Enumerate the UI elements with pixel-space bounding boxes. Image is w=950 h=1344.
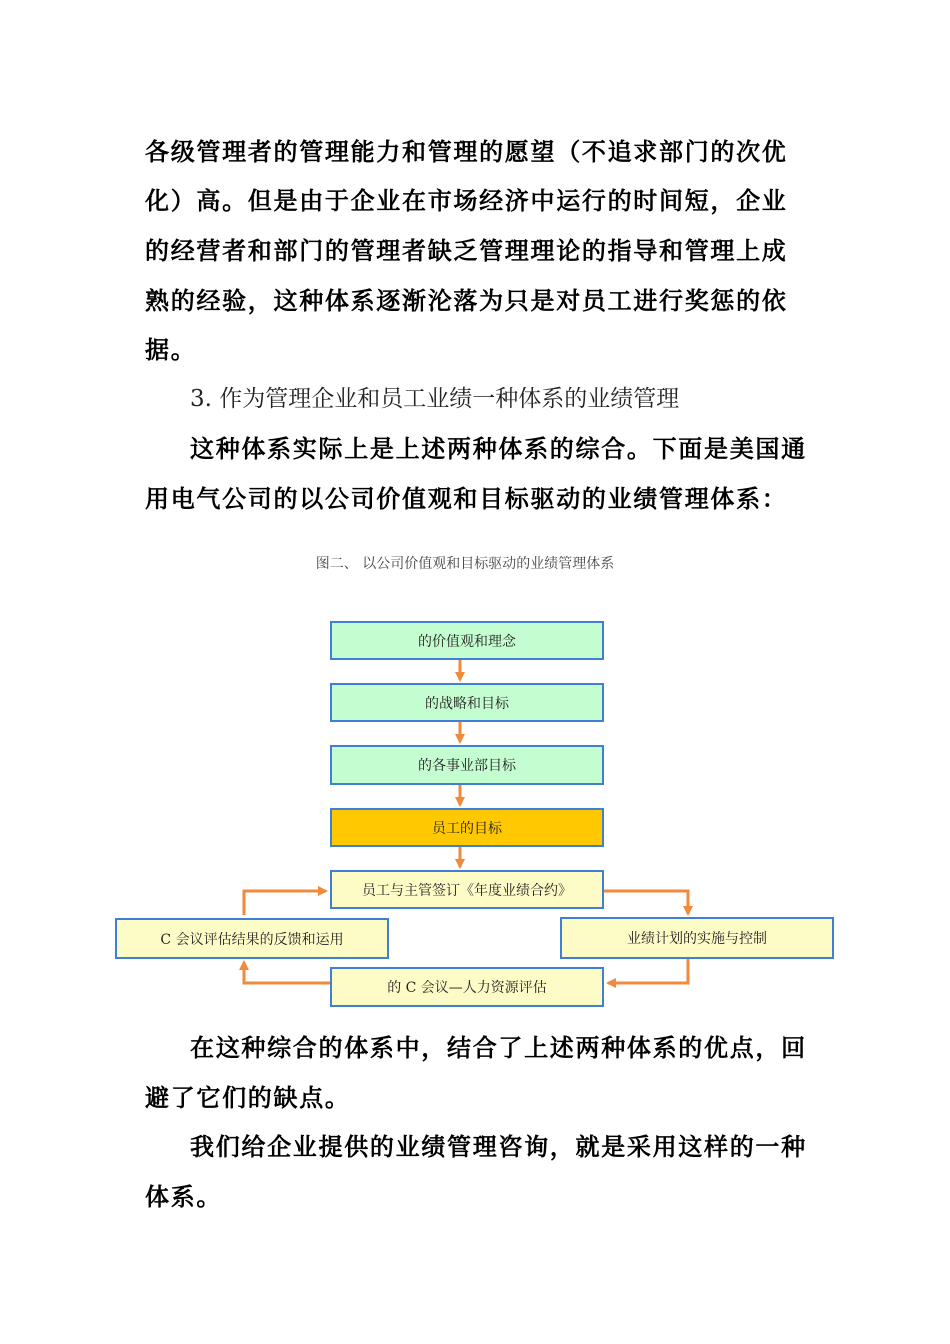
paragraph-1-line-5: 据。	[145, 335, 197, 364]
section-3-heading: 3. 作为管理企业和员工业绩一种体系的业绩管理	[190, 386, 680, 412]
paragraph-2-line-2: 用电气公司的以公司价值观和目标驱动的业绩管理体系：	[145, 484, 788, 513]
paragraph-3-line-1: 在这种综合的体系中，结合了上述两种体系的优点，回	[190, 1033, 807, 1062]
arrow-contract-to-implementation	[604, 891, 688, 914]
box-plan-implementation: 业绩计划的实施与控制	[560, 917, 834, 959]
paragraph-4-line-1: 我们给企业提供的业绩管理咨询，就是采用这样的一种	[190, 1132, 807, 1161]
paragraph-1-line-4: 熟的经验，这种体系逐渐沦落为只是对员工进行奖惩的依	[145, 286, 788, 315]
figure-caption: 图二、 以公司价值观和目标驱动的业绩管理体系	[315, 556, 615, 572]
box-hr-review: 的 C 会议—人力资源评估	[330, 967, 604, 1007]
box-employee-goals: 员工的目标	[330, 808, 604, 847]
paragraph-2-line-1: 这种体系实际上是上述两种体系的综合。下面是美国通	[190, 434, 807, 463]
arrow-implementation-to-review	[608, 959, 688, 983]
paragraph-3-line-2: 避了它们的缺点。	[145, 1083, 351, 1112]
box-performance-contract: 员工与主管签订《年度业绩合约》	[330, 870, 604, 909]
arrow-review-to-feedback	[244, 962, 330, 983]
paragraph-1-line-1: 各级管理者的管理能力和管理的愿望（不追求部门的次优	[145, 137, 788, 166]
arrow-feedback-to-contract	[244, 891, 326, 915]
box-values: 的价值观和理念	[330, 621, 604, 660]
box-strategy: 的战略和目标	[330, 683, 604, 722]
paragraph-1-line-2: 化）高。但是由于企业在市场经济中运行的时间短，企业	[145, 186, 788, 215]
paragraph-1-line-3: 的经营者和部门的管理者缺乏管理理论的指导和管理上成	[145, 236, 788, 265]
box-feedback-usage: C 会议评估结果的反馈和运用	[115, 918, 389, 959]
paragraph-4-line-2: 体系。	[145, 1182, 223, 1211]
box-division-goals: 的各事业部目标	[330, 745, 604, 785]
